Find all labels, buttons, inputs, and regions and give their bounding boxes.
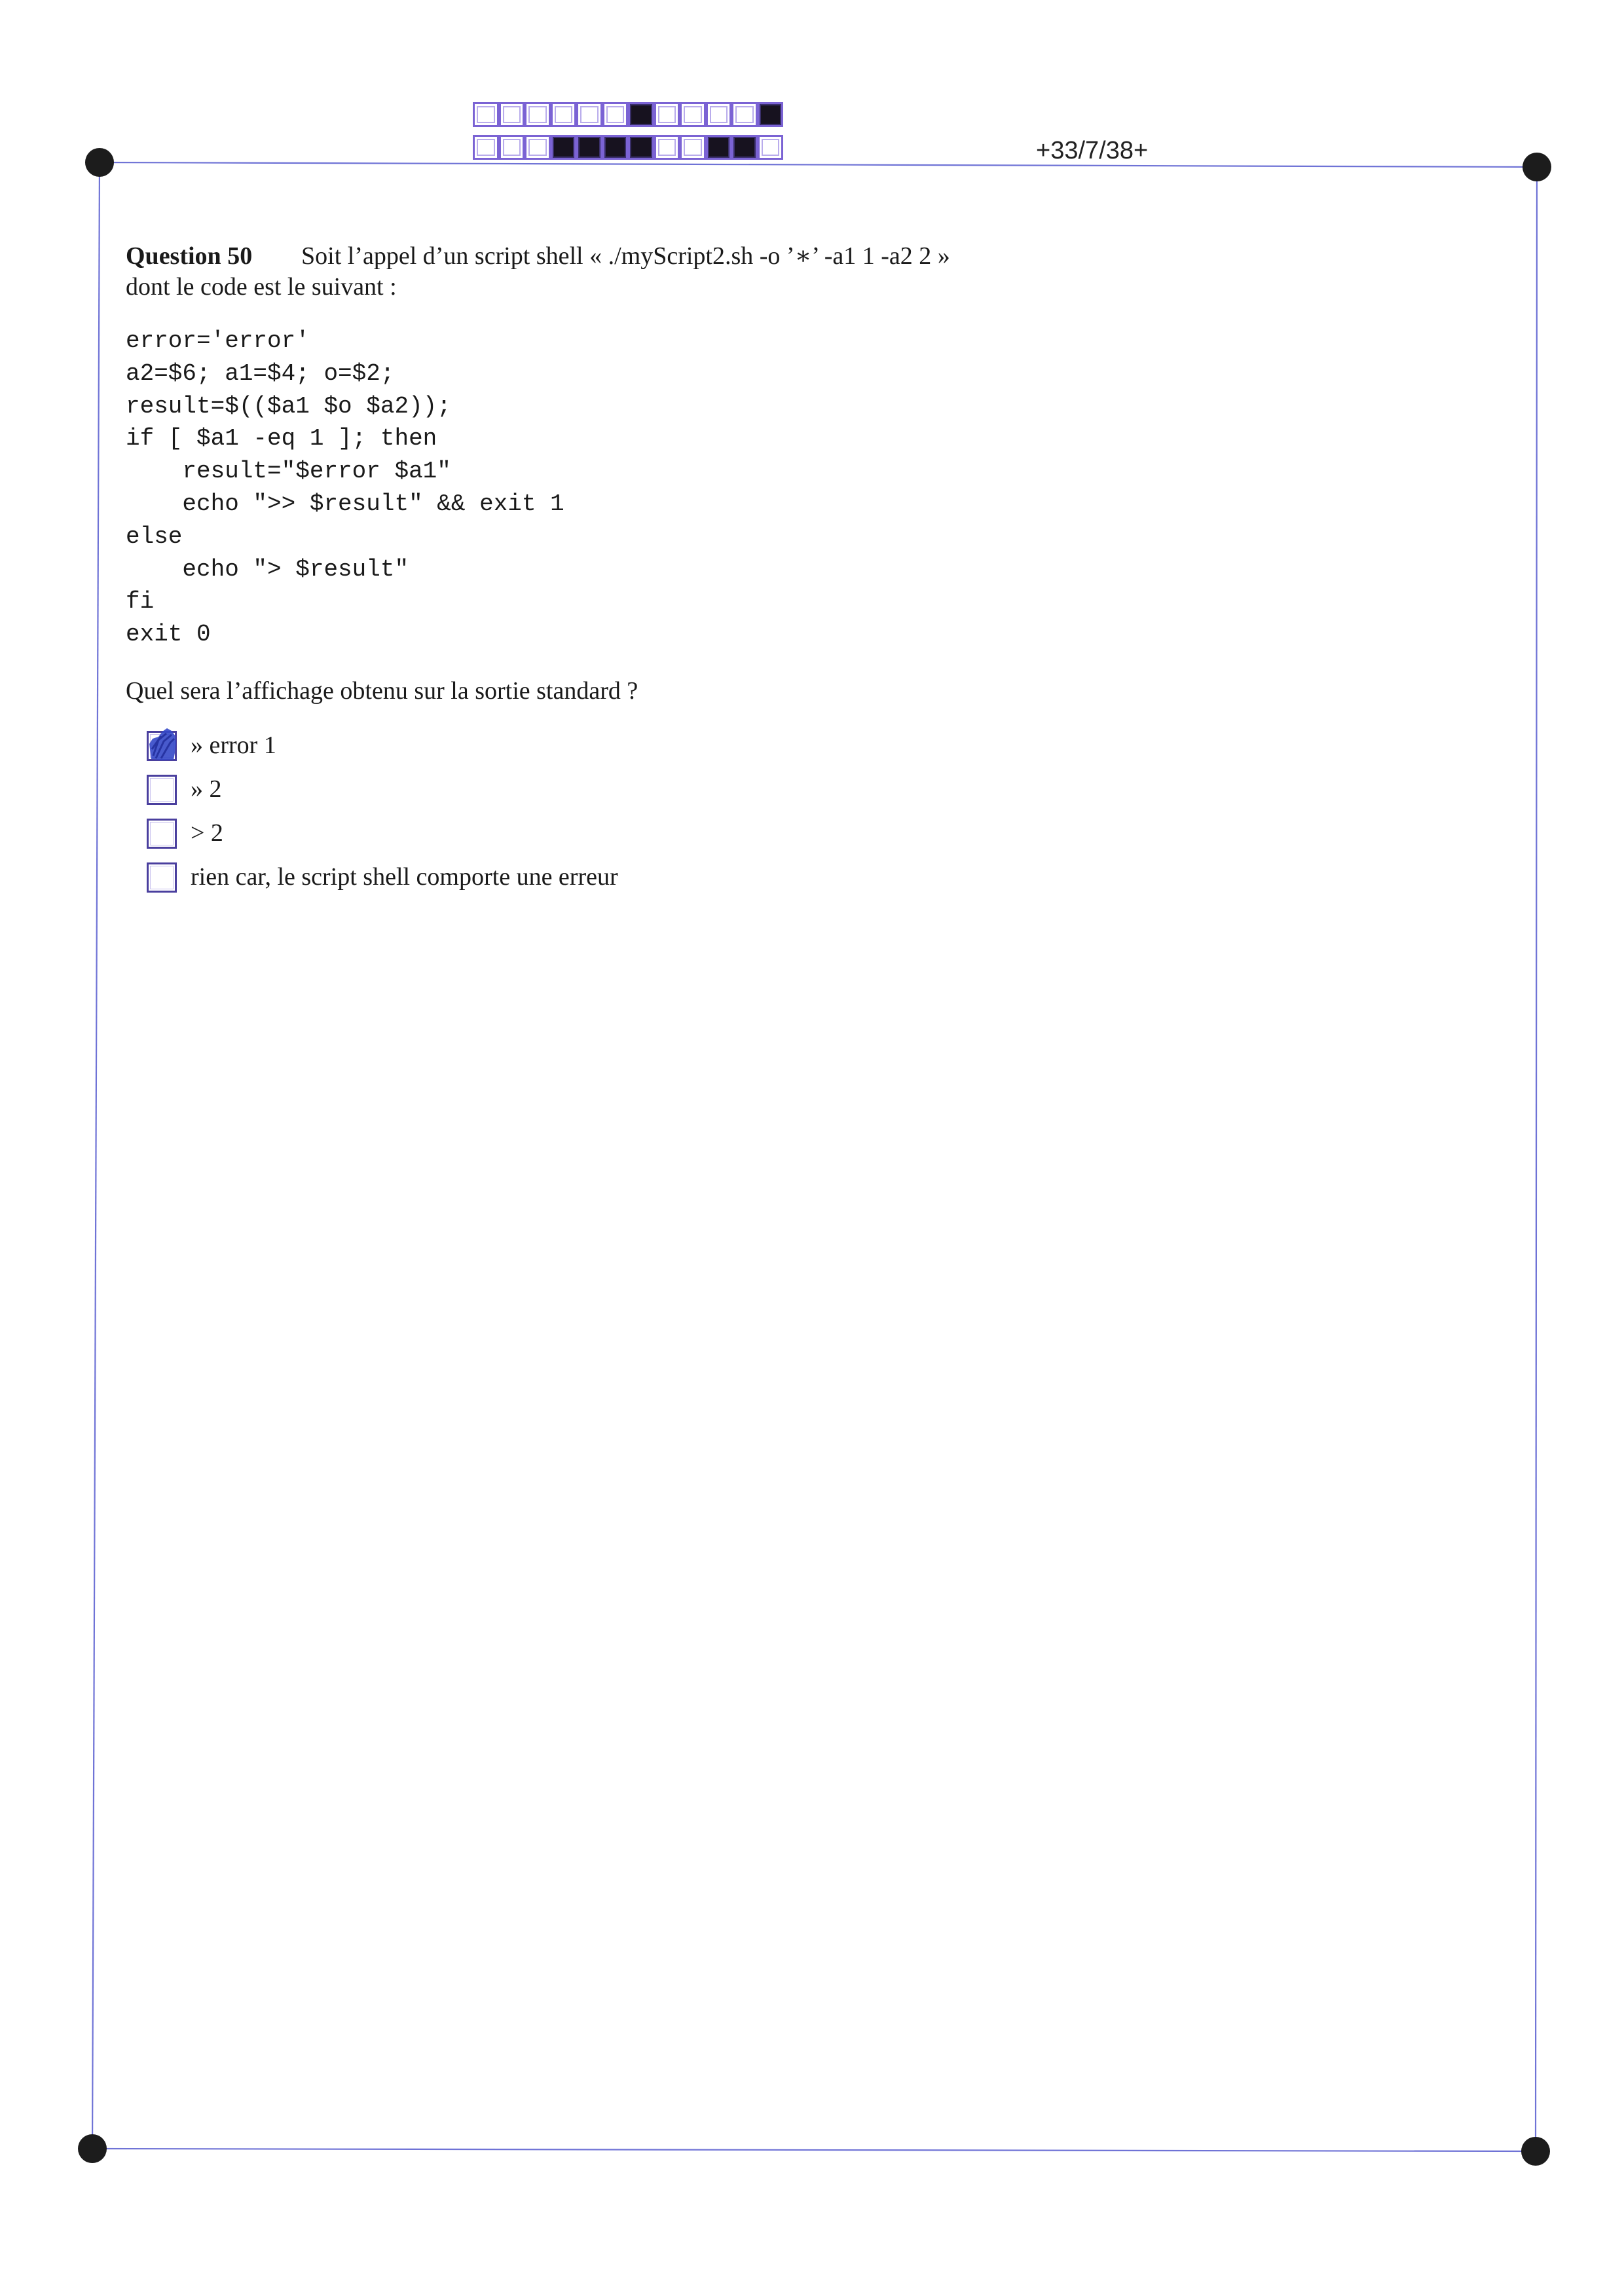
frame-line-left <box>92 162 100 2149</box>
code-line: echo "> $result" <box>126 555 409 583</box>
id-bit-box-filled <box>758 102 784 127</box>
id-bit-box-filled <box>628 135 654 160</box>
id-code-row-2 <box>473 135 783 160</box>
answer-checkbox[interactable] <box>147 775 177 805</box>
id-bit-box-filled <box>602 135 629 160</box>
id-bit-box-empty <box>654 102 680 127</box>
registration-mark-top-right <box>1522 153 1551 181</box>
answer-option[interactable] <box>147 855 618 899</box>
id-code-row-1 <box>473 102 783 127</box>
id-bit-box-filled <box>628 102 654 127</box>
code-line: if [ $a1 -eq 1 ]; then <box>126 425 437 453</box>
frame-line-bottom <box>92 2149 1536 2151</box>
id-bit-box-filled <box>551 135 577 160</box>
answer-option[interactable] <box>147 724 618 768</box>
id-bit-box-empty <box>680 102 706 127</box>
code-line: error='error' <box>126 327 310 354</box>
id-bit-box-empty <box>551 102 577 127</box>
question-label: Question 50 <box>126 242 253 270</box>
registration-mark-bottom-left <box>78 2134 107 2163</box>
pen-mark-icon <box>147 731 177 761</box>
id-bit-box-filled <box>576 135 602 160</box>
answer-label: » error 1 <box>191 731 276 759</box>
id-bit-box-empty <box>473 102 499 127</box>
question-intro-line1: Soit l’appel d’un script shell « ./myScript2.sh -o ’∗’ -a1 1 -a2 2 » <box>301 242 950 270</box>
id-bit-box-empty <box>525 102 551 127</box>
answer-option[interactable] <box>147 768 618 811</box>
answer-list <box>147 724 618 899</box>
id-bit-box-empty <box>706 102 732 127</box>
id-bit-box-filled <box>731 135 758 160</box>
page-code: +33/7/38+ <box>1036 137 1149 164</box>
code-line: exit 0 <box>126 621 211 648</box>
registration-mark-top-left <box>85 148 114 177</box>
id-bit-box-empty <box>758 135 784 160</box>
id-bit-box-empty <box>525 135 551 160</box>
question-intro-first-line <box>126 241 1435 272</box>
code-line: result=$(($a1 $o $a2)); <box>126 392 451 420</box>
answer-label: » 2 <box>191 775 222 803</box>
code-line: result="$error $a1" <box>126 458 451 485</box>
id-bit-box-empty <box>602 102 629 127</box>
answer-checkbox[interactable] <box>147 819 177 849</box>
question-prompt: Quel sera l’affichage obtenu sur la sortie standard ? <box>126 677 638 705</box>
question-intro-line2: dont le code est le suivant : <box>126 273 397 301</box>
id-bit-box-empty <box>499 102 525 127</box>
id-bit-box-empty <box>499 135 525 160</box>
answer-checkbox[interactable] <box>147 862 177 893</box>
id-bit-box-empty <box>731 102 758 127</box>
id-bit-box-empty <box>654 135 680 160</box>
frame-line-right <box>1536 167 1537 2151</box>
id-bit-box-empty <box>473 135 499 160</box>
code-line: echo ">> $result" && exit 1 <box>126 490 564 517</box>
answer-label: > 2 <box>191 819 223 847</box>
id-bit-box-empty <box>680 135 706 160</box>
code-line: fi <box>126 588 155 616</box>
code-line: a2=$6; a1=$4; o=$2; <box>126 360 395 387</box>
answer-option[interactable] <box>147 811 618 855</box>
registration-mark-bottom-right <box>1521 2137 1550 2166</box>
question-header <box>126 241 1435 303</box>
id-bit-box-filled <box>706 135 732 160</box>
answer-checkbox[interactable] <box>147 731 177 761</box>
answer-label: rien car, le script shell comporte une erreur <box>191 863 618 891</box>
code-block <box>126 325 564 651</box>
frame-line-top <box>100 162 1537 167</box>
id-bit-box-empty <box>576 102 602 127</box>
code-line: else <box>126 523 183 550</box>
